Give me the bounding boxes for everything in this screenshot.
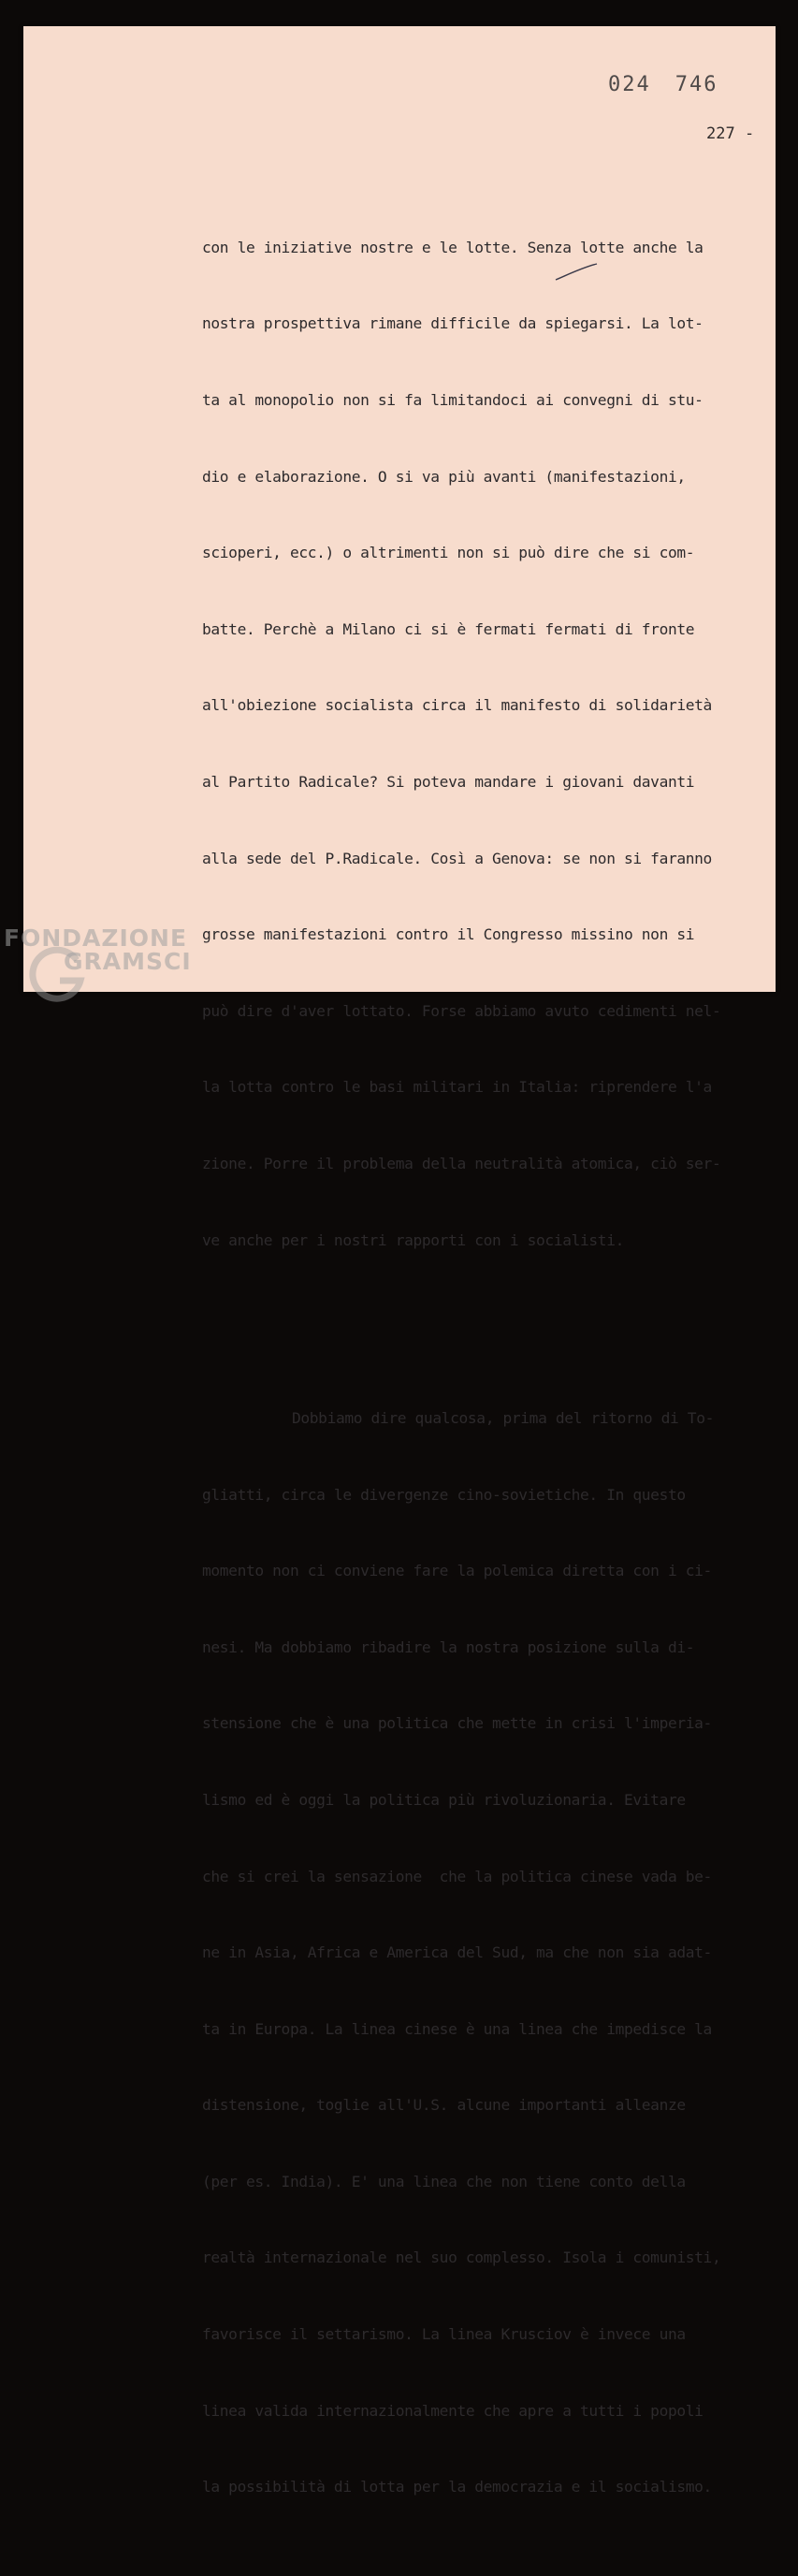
text-line: nostra prospettiva rimane difficile da spiegarsi. La lot- [202,314,704,333]
watermark-logo-icon [28,947,86,1005]
text-line: ta in Europa. La linea cinese è una linea che impedisce la [202,2019,712,2038]
text-line: momento non ci conviene fare la polemica diretta con i ci- [202,1562,712,1580]
text-line: lismo ed è oggi la politica più rivoluzionaria. Evitare [202,1790,686,1809]
text-line: all'obiezione socialista circa il manifesto di solidarietà [202,696,712,715]
archive-number [608,73,718,96]
text-line: linea valida internazionalmente che apre a tutti i popoli [202,2401,704,2420]
watermark-line1: FONDAZIONE [4,924,188,952]
text-line: scioperi, ecc.) o altrimenti non si può dire che si com- [202,544,695,562]
archive-number-part1: 024 [608,73,651,96]
text-line: con le iniziative nostre e le lotte. Senza lotte anche la [202,238,704,256]
paragraph-1 [202,183,763,1303]
text-line: distensione, toglie all'U.S. alcune importanti alleanze [202,2096,686,2115]
text-line: nesi. Ma dobbiamo ribadire la nostra posizione sulla di- [202,1637,695,1656]
text-line: batte. Perchè a Milano ci si è fermati fermati di fronte [202,619,695,638]
paragraph-2 [202,1355,763,2551]
text-line: al Partito Radicale? Si poteva mandare i giovani davanti [202,772,695,791]
text-line: ta al monopolio non si fa limitandoci ai convegni di stu- [202,391,704,409]
text-line: la possibilità di lotta per la democrazia e il socialismo. [202,2478,712,2496]
text-line: realtà internazionale nel suo complesso. Isola i comunisti, [202,2249,721,2267]
text-line: alla sede del P.Radicale. Così a Genova: se non si faranno [202,849,712,867]
text-line: (per es. India). E' una linea che non tiene conto della [202,2172,686,2190]
typed-text-body [202,133,763,2576]
text-line: grosse manifestazioni contro il Congresso missino non si [202,925,695,944]
text-line: Dobbiamo dire qualcosa, prima del ritorno di To- [292,1408,714,1427]
text-line: può dire d'aver lottato. Forse abbiamo avuto cedimenti nel- [202,1001,721,1020]
text-line: la lotta contro le basi militari in Italia: riprendere l'a [202,1078,712,1097]
text-line: ve anche per i nostri rapporti con i socialisti. [202,1230,624,1249]
text-line: che si crei la sensazione che la politica cinese vada be- [202,1867,712,1885]
handwritten-strikethrough [554,262,599,283]
text-line: ne in Asia, Africa e America del Sud, ma che non sia adat- [202,1943,712,1962]
text-line: favorisce il settarismo. La linea Krusciov è invece una [202,2325,686,2344]
text-line: gliatti, circa le divergenze cino-sovietiche. In questo [202,1485,686,1504]
watermark-line2: GRAMSCI [64,948,192,975]
text-line: zione. Porre il problema della neutralità atomica, ciò ser- [202,1154,721,1172]
text-line: stensione che è una politica che mette in crisi l'imperia- [202,1714,712,1733]
text-line: dio e elaborazione. O si va più avanti (manifestazioni, [202,467,686,486]
archive-number-part2: 746 [675,73,718,96]
page-number: 227 - [706,124,755,143]
